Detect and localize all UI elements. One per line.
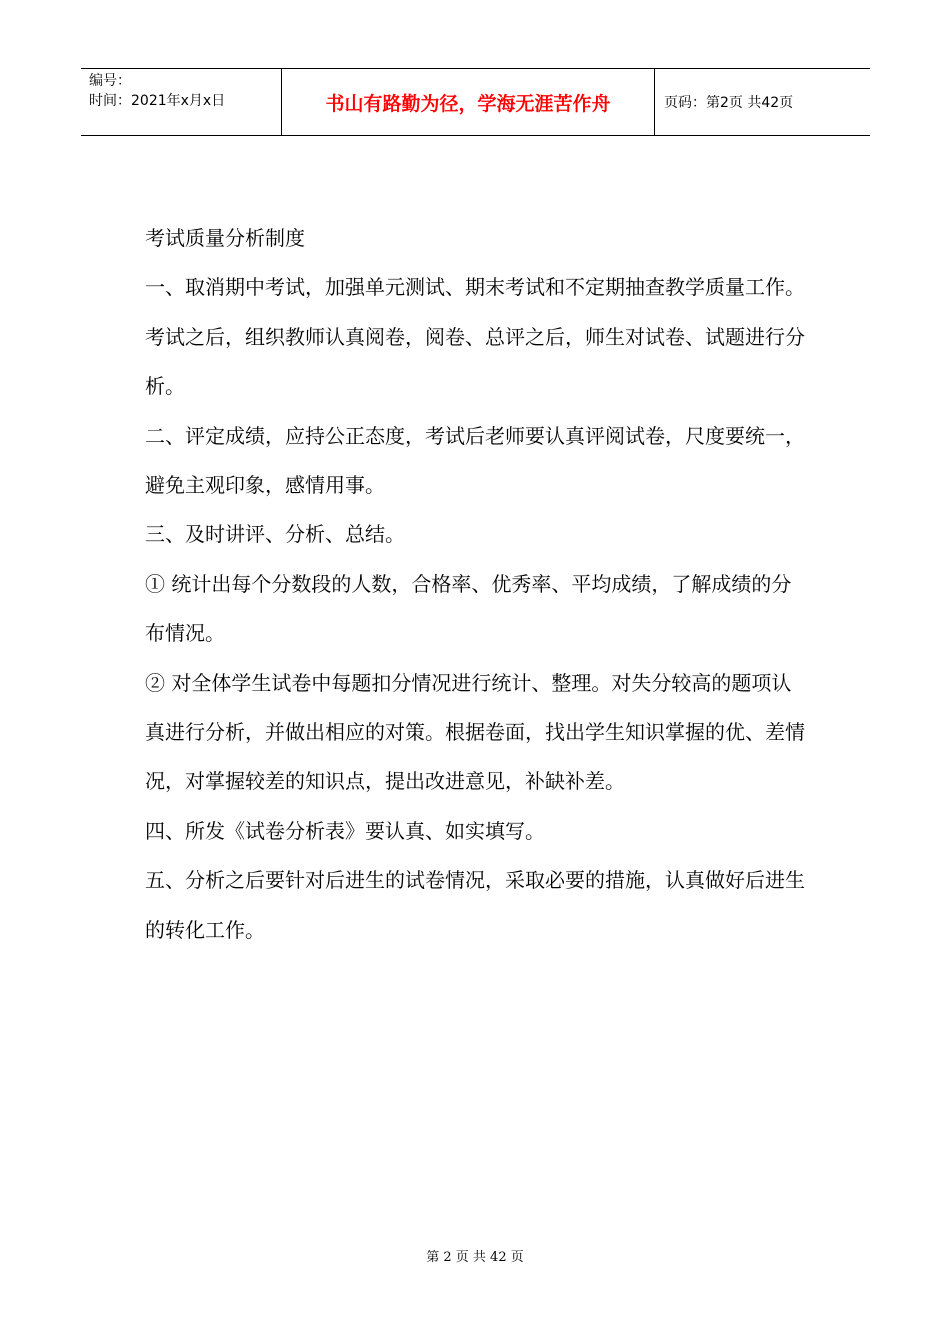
header-info-cell [81,69,282,135]
document-date: 时间：2021年x月x日 [89,93,226,109]
header-page-cell [655,69,870,135]
header-motto-cell [282,69,655,135]
document-number-label: 编号： [89,73,131,89]
header-motto: 书山有路勤为径，学海无涯苦作舟 [325,92,611,115]
paragraph-7: 五、分析之后要针对后进生的试卷情况，采取必要的措施，认真做好后进生的转化工作。 [145,868,805,942]
paragraph-5: ② 对全体学生试卷中每题扣分情况进行统计、整理。对失分较高的题项认真进行分析，并做出相应的对策。根据卷面，找出学生知识掌握的优、差情况，对掌握较差的知识点，提出改进意见，补缺补差。 [145,670,805,794]
paragraph-3: 三、及时讲评、分析、总结。 [145,522,405,547]
header-page-info: 页码：第2页 共42页 [664,95,794,111]
page-footer [0,1246,950,1265]
document-body [145,214,810,955]
page-header [81,68,870,136]
footer-page-number: 第 2 页 共 42 页 [426,1250,524,1265]
paragraph-4: ① 统计出每个分数段的人数，合格率、优秀率、平均成绩，了解成绩的分布情况。 [145,571,792,646]
document-title: 考试质量分析制度 [145,226,305,250]
paragraph-1: 一、取消期中考试，加强单元测试、期末考试和不定期抽查教学质量工作。考试之后，组织教师认真阅卷，阅卷、总评之后，师生对试卷、试题进行分析。 [145,275,805,399]
paragraph-2: 二、评定成绩，应持公正态度，考试后老师要认真评阅试卷，尺度要统一，避免主观印象，感情用事。 [145,423,805,498]
paragraph-6: 四、所发《试卷分析表》要认真、如实填写。 [145,818,545,843]
